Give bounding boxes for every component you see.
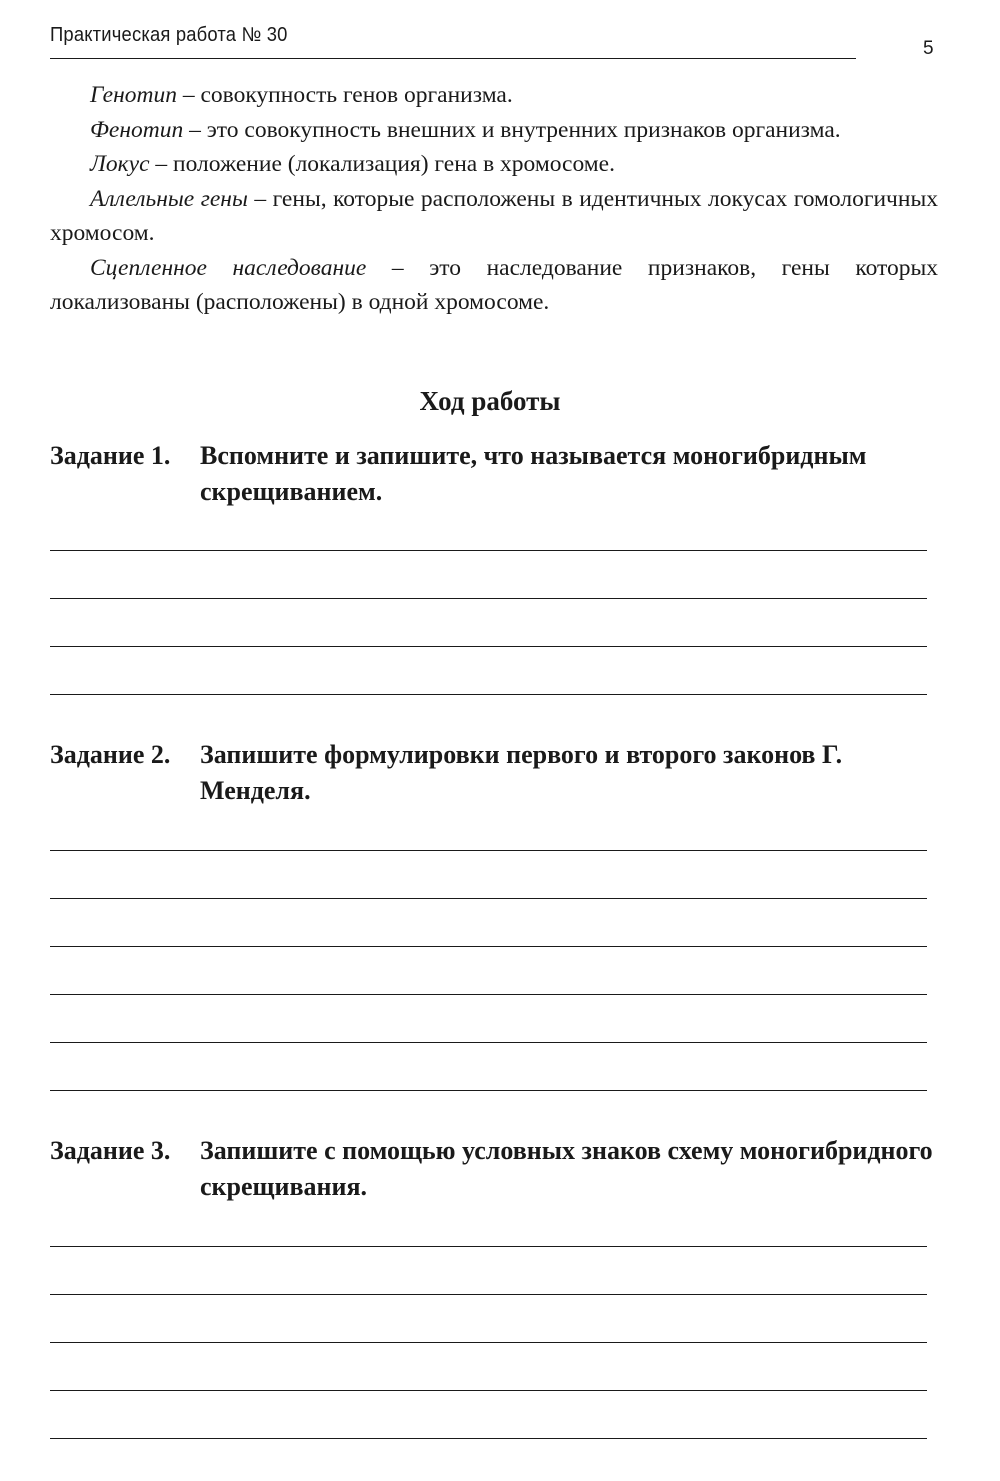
page-number: 5 — [923, 38, 934, 59]
definition-phenotype — [50, 113, 938, 148]
definition-genotype — [50, 78, 938, 113]
answer-line[interactable] — [50, 550, 927, 551]
answer-line[interactable] — [50, 994, 927, 995]
definition-text: – это совокупность внешних и внутренних признаков организма. — [183, 116, 841, 143]
answer-line[interactable] — [50, 1042, 927, 1043]
header-rule — [50, 58, 856, 59]
task-text: Вспомните и запишите, что называется моногибридным скрещиванием. — [200, 441, 867, 506]
task-text: Запишите с помощью условных знаков схему моногибридного скрещивания. — [200, 1136, 933, 1201]
task-label: Задание 2. — [50, 740, 171, 769]
answer-line[interactable] — [50, 598, 927, 599]
definition-term: Сцепленное наследование — [90, 254, 367, 281]
definition-text: – совокупность генов организма. — [176, 82, 513, 108]
answer-line[interactable] — [50, 1246, 927, 1247]
task-label: Задание 3. — [50, 1136, 171, 1165]
task-label: Задание 1. — [50, 441, 171, 470]
answer-line[interactable] — [50, 1342, 927, 1343]
definition-term: Генотип — [90, 82, 177, 108]
task-text: Запишите формулировки первого и второго законов Г. Менделя. — [200, 740, 843, 805]
answer-line[interactable] — [50, 946, 927, 947]
definition-term: Аллельные гены — [90, 185, 248, 212]
definition-text: – положение (локализация) гена в хромосоме. — [149, 151, 615, 177]
definition-linked-inheritance — [50, 251, 938, 320]
answer-line[interactable] — [50, 1294, 927, 1295]
section-heading: Ход работы — [419, 386, 561, 416]
answer-line[interactable] — [50, 850, 927, 851]
definition-locus — [50, 147, 938, 182]
answer-line[interactable] — [50, 898, 927, 899]
definition-allelic-genes — [50, 182, 938, 251]
definitions-block — [50, 78, 938, 320]
answer-line[interactable] — [50, 1390, 927, 1391]
definition-text: – гены, которые расположены в идентичных локусах гомологичных хромосом. — [50, 185, 938, 246]
answer-line[interactable] — [50, 1438, 927, 1439]
definition-term: Фенотип — [90, 116, 184, 143]
answer-line[interactable] — [50, 646, 927, 647]
definition-term: Локус — [90, 151, 150, 177]
answer-line[interactable] — [50, 1090, 927, 1091]
answer-line[interactable] — [50, 694, 927, 695]
definition-text: – это наследование признаков, гены которых локализованы (расположены) в одной хромосоме. — [50, 254, 939, 315]
running-header-title: Практическая работа № 30 — [50, 24, 288, 46]
